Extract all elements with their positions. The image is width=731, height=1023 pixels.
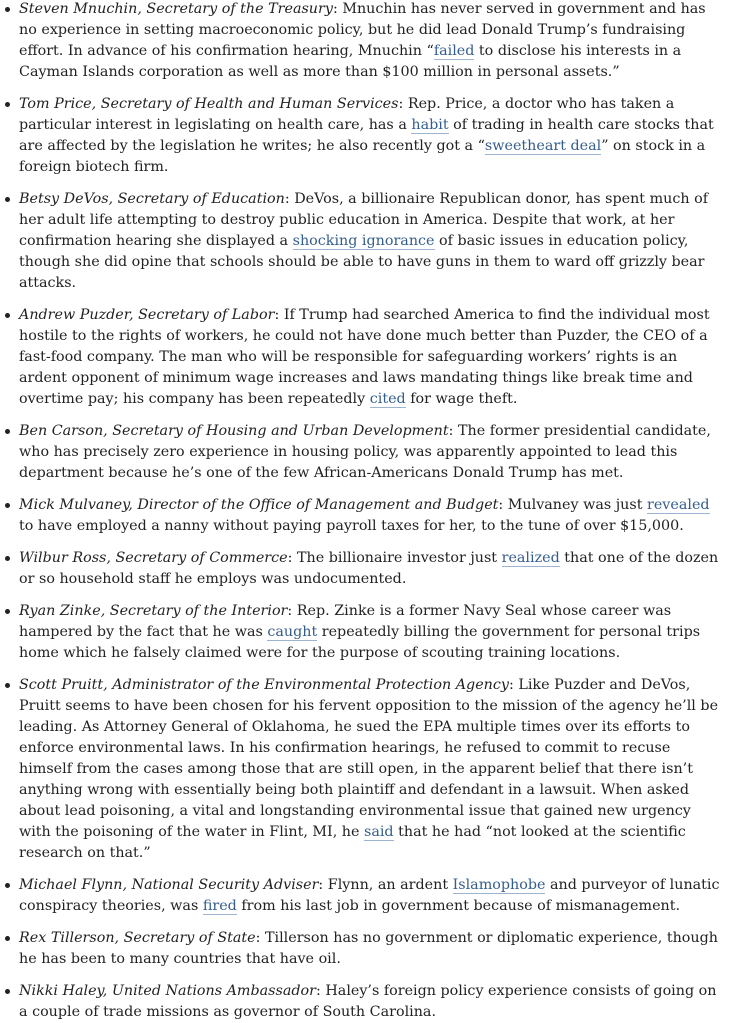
inline-link[interactable]: cited [369,391,406,407]
inline-link[interactable]: caught [267,624,318,640]
list-item: Michael Flynn, National Security Adviser: Flynn, an ardent Islamophobe and purveyor of lunatic conspiracy theories, was fired from his last job in government because of mismanagement. [19,875,723,917]
list-item: Ben Carson, Secretary of Housing and Urban Development: The former presidential candidate, who has precisely zero experience in housing policy, was apparently appointed to lead this department because he’s one of the few African-Americans Donald Trump has met. [19,421,723,484]
entry-text: that he had “not looked at the scientific research on that.” [19,824,686,861]
list-item: Betsy DeVos, Secretary of Education: DeVos, a billionaire Republican donor, has spent much of her adult life attempting to destroy public education in America. Despite that work, at her confirmation hearing she displayed a shocking ignorance of basic issues in education policy, though she did opine that schools should be able to have guns in them to ward off grizzly bear attacks. [19,189,723,294]
entry-text: Flynn, an ardent [327,877,453,893]
list-item: Wilbur Ross, Secretary of Commerce: The billionaire investor just realized that one of the dozen or so household staff he employs was undocumented. [19,548,723,590]
nominee-name: Rex Tillerson, Secretary of State [19,930,256,946]
entry-text: Rep. Price, a doctor who has taken a particular interest in legislating on health care, has a [19,96,675,133]
entry-text: The former presidential candidate, who has precisely zero experience in housing policy, was apparently appointed to lead this department because he’s one of the few African-Americans Donald Trump has met. [19,423,711,481]
entry-text: DeVos, a billionaire Republican donor, has spent much of her adult life attempting to destroy public education in America. Despite that work, at her confirmation hearing she displayed a [19,191,709,249]
entry-text: of trading in health care stocks that are affected by the legislation he writes; he also recently got a “ [19,117,714,154]
entry-text: and purveyor of lunatic conspiracy theories, was [19,877,720,914]
inline-link[interactable]: realized [501,550,560,566]
inline-link[interactable]: shocking ignorance [292,233,435,249]
inline-link[interactable]: sweetheart deal [484,138,602,154]
nominee-name: Mick Mulvaney, Director of the Office of Management and Budget [19,497,499,513]
nominee-name: Betsy DeVos, Secretary of Education [19,191,285,207]
nominee-name: Andrew Puzder, Secretary of Labor [19,307,275,323]
list-item: Tom Price, Secretary of Health and Human Services: Rep. Price, a doctor who has taken a particular interest in legislating on health care, has a habit of trading in health care stocks that are affected by the legislation he writes; he also recently got a “sweetheart deal” on stock in a foreign biotech firm. [19,94,723,178]
list-item: Rex Tillerson, Secretary of State: Tillerson has no government or diplomatic experience, though he has been to many countries that have oil. [19,928,723,970]
inline-link[interactable]: revealed [647,497,710,513]
inline-link[interactable]: fired [202,898,237,914]
list-item: Nikki Haley, United Nations Ambassador: Haley’s foreign policy experience consists of going on a couple of trade missions as governor of South Carolina. [19,981,723,1023]
nominee-name: Nikki Haley, United Nations Ambassador [19,983,316,999]
list-item: Steven Mnuchin, Secretary of the Treasury: Mnuchin has never served in government and has no experience in setting macroeconomic policy, but he did lead Donald Trump’s fundraising effort. In advance of his confirmation hearing, Mnuchin “failed to disclose his interests in a Cayman Islands corporation as well as more than $100 million in personal assets.” [19,0,723,83]
inline-link[interactable]: Islamophobe [452,877,546,893]
entry-text: from his last job in government because of mismanagement. [236,898,681,914]
entry-text: to disclose his interests in a Cayman Islands corporation as well as more than $100 million in personal assets.” [19,43,682,80]
entry-text: The billionaire investor just [297,550,502,566]
entry-text: that one of the dozen or so household staff he employs was undocumented. [19,550,719,587]
nominee-name: Scott Pruitt, Administrator of the Environmental Protection Agency [19,677,509,693]
entry-text: Tillerson has no government or diplomatic experience, though he has been to many countries that have oil. [19,930,718,967]
entry-text: Rep. Zinke is a former Navy Seal whose career was hampered by the fact that he was [19,603,672,640]
entry-text: for wage theft. [405,391,518,407]
entry-text: repeatedly billing the government for personal trips home which he falsely claimed were for the purpose of scouting training locations. [19,624,701,661]
list-item: Andrew Puzder, Secretary of Labor: If Trump had searched America to find the individual most hostile to the rights of workers, he could not have done much better than Puzder, the CEO of a fast-food company. The man who will be responsible for safeguarding workers’ rights is an ardent opponent of minimum wage increases and laws mandating things like break time and overtime pay; his company has been repeatedly cited for wage theft. [19,305,723,410]
nominee-name: Ryan Zinke, Secretary of the Interior [19,603,288,619]
entry-text: of basic issues in education policy, though she did opine that schools should be able to have guns in them to ward off grizzly bear attacks. [19,233,705,291]
inline-link[interactable]: failed [433,43,475,59]
entry-text: ” on stock in a foreign biotech firm. [19,138,706,175]
nominee-name: Ben Carson, Secretary of Housing and Urban Development [19,423,449,439]
entry-text: Mnuchin has never served in government and has no experience in setting macroeconomic policy, but he did lead Donald Trump’s fundraising effort. In advance of his confirmation hearing, Mnuchin “ [19,1,706,59]
list-item: Ryan Zinke, Secretary of the Interior: Rep. Zinke is a former Navy Seal whose career was hampered by the fact that he was caught repeatedly billing the government for personal trips home which he falsely claimed were for the purpose of scouting training locations. [19,601,723,664]
inline-link[interactable]: said [364,824,394,840]
entry-text: Like Puzder and DeVos, Pruitt seems to have been chosen for his fervent opposition to the mission of the agency he’ll be leading. As Attorney General of Oklahoma, he sued the EPA multiple times over its efforts to enforce environmental laws. In his confirmation hearings, he refused to commit to recuse himself from the cases among those that are still open, in the apparent belief that there isn’t anything wrong with essentially being both plaintiff and defendant in a lawsuit. When asked about lead poisoning, a vital and longstanding environmental issue that gained new urgency with the poisoning of the water in Flint, MI, he [19,677,719,840]
inline-link[interactable]: habit [411,117,449,133]
entry-text: Mulvaney was just [507,497,648,513]
nominee-name: Wilbur Ross, Secretary of Commerce [19,550,288,566]
entry-text: If Trump had searched America to find the individual most hostile to the rights of workers, he could not have done much better than Puzder, the CEO of a fast-food company. The man who will be responsible for safeguarding workers’ rights is an ardent opponent of minimum wage increases and laws mandating things like break time and overtime pay; his company has been repeatedly [19,307,710,407]
entry-text: to have employed a nanny without paying payroll taxes for her, to the tune of over $15,000. [19,518,684,534]
entry-text: Haley’s foreign policy experience consists of going on a couple of trade missions as governor of South Carolina. [19,983,717,1020]
nominee-name: Tom Price, Secretary of Health and Human Services [19,96,399,112]
nominee-name: Steven Mnuchin, Secretary of the Treasury [19,1,333,17]
list-item: Mick Mulvaney, Director of the Office of Management and Budget: Mulvaney was just revealed to have employed a nanny without paying payroll taxes for her, to the tune of over $15,000. [19,495,723,537]
nominee-name: Michael Flynn, National Security Adviser [19,877,319,893]
list-item: Scott Pruitt, Administrator of the Environmental Protection Agency: Like Puzder and DeVos, Pruitt seems to have been chosen for his fervent opposition to the mission of the agency he’ll be leading. As Attorney General of Oklahoma, he sued the EPA multiple times over its efforts to enforce environmental laws. In his confirmation hearings, he refused to commit to recuse himself from the cases among those that are still open, in the apparent belief that there isn’t anything wrong with essentially being both plaintiff and defendant in a lawsuit. When asked about lead poisoning, a vital and longstanding environmental issue that gained new urgency with the poisoning of the water in Flint, MI, he said that he had “not looked at the scientific research on that.” [19,675,723,864]
